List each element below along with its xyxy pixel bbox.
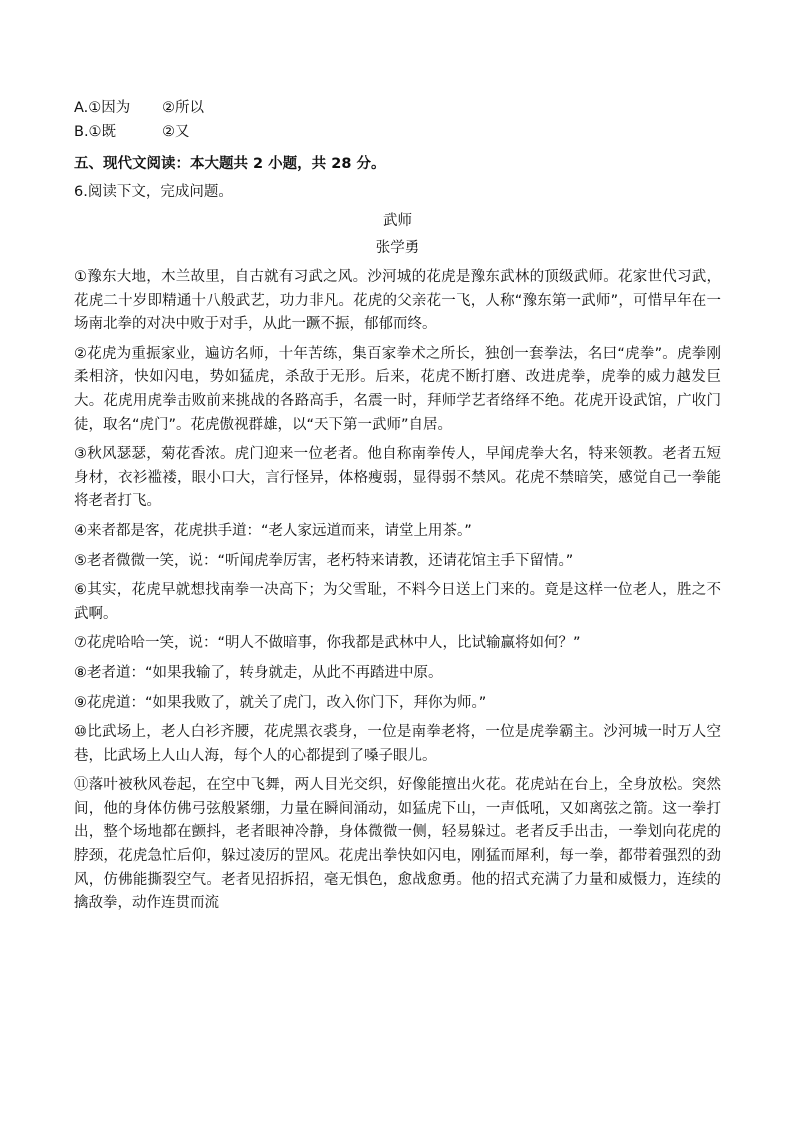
paragraph-8: ⑧老者道：“如果我输了，转身就走，从此不再踏进中原。 [74, 664, 443, 681]
paragraph-10: ⑩比武场上，老人白衫齐腰，花虎黑衣裘身，一位是南拳老将，一位是虎拳霸主。沙河城一时万人空巷，比武场上人山人海，每个人的心都提到了嗓子眼儿。 [74, 724, 721, 764]
paragraph-11: ⑪落叶被秋风卷起，在空中飞舞，两人目光交织，好像能擅出火花。花虎站在台上，全身放松。突然间，他的身体仿佛弓弦般紧绷，力量在瞬间涌动，如猛虎下山，一声低吼，又如离弦之箭。这一拳打出，整个场地都在颤抖，老者眼神冷静，身体微微一侧，轻易躲过。老者反手出击，一拳划向花虎的脖颈，花虎急忙后仰，躲过凌厉的罡风。花虎出拳快如闪电，刚猛而犀利，每一拳，都带着强烈的劲风，仿佛能撕裂空气。老者见招拆招，毫无惧色，愈战愈勇。他的招式充满了力量和威慑力，连续的擒敌拳，动作连贯而流 [74, 777, 721, 912]
option-b-first: B.①既 [74, 124, 117, 140]
document-content [74, 96, 721, 916]
option-b-second: ②又 [162, 124, 190, 140]
paragraph-4: ④来者都是客，花虎拱手道：“老人家远道而来，请堂上用茶。” [74, 522, 472, 539]
option-a-second: ②所以 [162, 100, 204, 116]
article-author: 张学勇 [375, 240, 420, 256]
paragraph-5: ⑤老者微微一笑，说：“听闻虎拳厉害，老朽特来请教，还请花馆主手下留情。” [74, 552, 574, 569]
paragraph-7: ⑦花虎哈哈一笑，说：“明人不做暗事，你我都是武林中人，比试输赢将如何？” [74, 635, 581, 652]
paragraph-9: ⑨花虎道：“如果我败了，就关了虎门，改入你门下，拜你为师。” [74, 694, 487, 711]
option-a-first: A.①因为 [74, 100, 131, 116]
section-heading: 五、现代文阅读：本大题共 2 小题，共 28 分。 [74, 156, 386, 172]
paragraph-3: ③秋风瑟瑟，菊花香浓。虎门迎来一位老者。他自称南拳传人，早闻虎拳大名，特来领教。老者五短身材，衣衫褴褛，眼小口大，言行怪异，体格瘦弱，显得弱不禁风。花虎不禁暗笑，感觉自己一拳能将老者打飞。 [74, 446, 721, 510]
article-title: 武师 [383, 213, 412, 229]
option-b-line [74, 120, 721, 144]
option-a-line [74, 96, 721, 120]
question-intro: 6.阅读下文，完成问题。 [74, 184, 233, 200]
paragraph-6: ⑥其实，花虎早就想找南拳一决高下；为父雪耻，不料今日送上门来的。竟是这样一位老人，胜之不武啊。 [74, 582, 721, 622]
paragraph-2: ②花虎为重振家业，遍访名师，十年苦练，集百家拳术之所长，独创一套拳法，名曰“虎拳”。虎拳刚柔相济，快如闪电，势如猛虎，杀敌于无形。后来，花虎不断打磨、改进虎拳，虎拳的威力越发巨大。花虎用虎拳击败前来挑战的各路高手，名震一时，拜师学艺者络绎不绝。花虎开设武馆，广收门徒，取名“虎门”。花虎傲视群雄，以“天下第一武师”自居。 [74, 345, 721, 433]
paragraph-1: ①豫东大地，木兰故里，自古就有习武之风。沙河城的花虎是豫东武林的顶级武师。花家世代习武，花虎二十岁即精通十八般武艺，功力非凡。花虎的父亲花一飞，人称“豫东第一武师”，可惜早年在一场南北拳的对决中败于对手，从此一蹶不振，郁郁而终。 [74, 269, 721, 333]
